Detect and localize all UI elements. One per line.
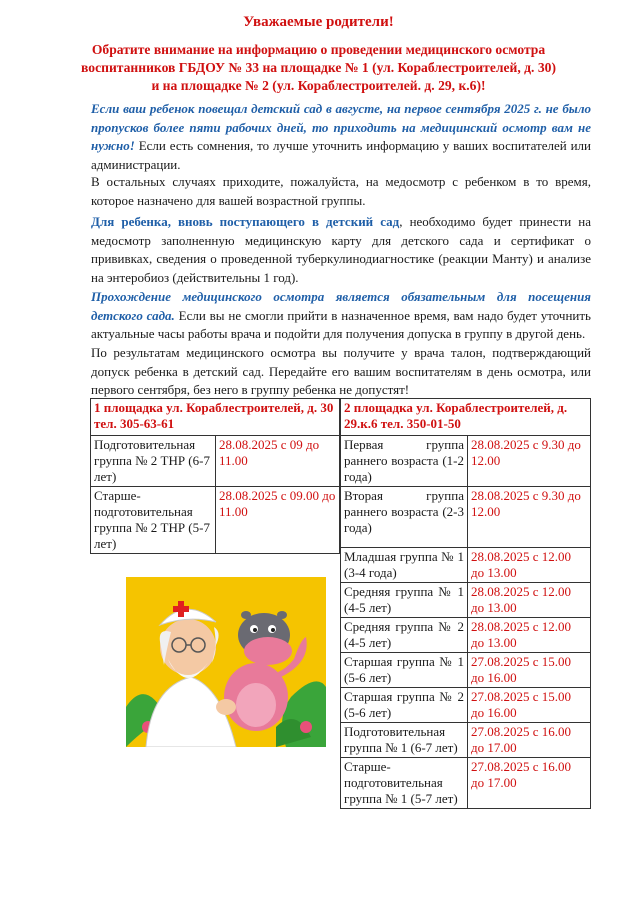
subtitle-line: Обратите внимание на информацию о проведении медицинского осмотра [91,42,546,57]
paragraph-new-child [91,213,591,287]
table-row [341,723,591,758]
time-cell: 27.08.2025 с 15.00 до 16.00 [468,688,591,723]
subtitle-line: и на площадке № 2 (ул. Кораблестроителей. д. 29, к.6)! [151,78,486,93]
time-cell: 28.08.2025 с 09.00 до 11.00 [216,487,340,554]
time-cell: 28.08.2025 с 9.30 до 12.00 [468,487,591,548]
group-cell: Старше-подготовительная группа № 1 (5-7 лет) [341,758,468,809]
notice-subtitle [60,41,577,95]
site2-schedule-table [340,398,591,809]
table-row [341,436,591,487]
time-cell: 28.08.2025 с 12.00 до 13.00 [468,583,591,618]
group-cell: Средняя группа № 2 (4-5 лет) [341,618,468,653]
table-row [341,618,591,653]
table-row [341,548,591,583]
time-cell: 28.08.2025 с 9.30 до 12.00 [468,436,591,487]
group-cell: Вторая группа раннего возраста (2-3 года) [341,487,468,548]
time-cell: 28.08.2025 с 12.00 до 13.00 [468,548,591,583]
table-row [341,487,591,548]
paragraph-text: Если есть сомнения, то лучше уточнить информацию у ваших воспитателей или администрации. [91,138,591,172]
table-row [341,758,591,809]
paragraph-other-cases: В остальных случаях приходите, пожалуйста, на медосмотр с ребенком в то время, которое назначено для вашей возрастной группы. [91,174,591,208]
group-cell: Старшая группа № 2 (5-6 лет) [341,688,468,723]
table-row [91,487,340,554]
table-row [91,436,340,487]
emphasis-text: Для ребенка, вновь поступающего в детский сад [91,214,400,229]
group-cell: Младшая группа № 1 (3-4 года) [341,548,468,583]
group-cell: Первая группа раннего возраста (1-2 года) [341,436,468,487]
paragraph-text: , необходимо будет принести на медосмотр заполненную медицинскую карту для детского сада и сертификат о прививках, сведения о проведенной туберкулинодиагностике (реакции Манту) и анализе на энтеробиоз (действительны 1 год). [91,214,591,285]
site1-schedule-table [90,398,340,554]
emphasis-text: Прохождение медицинского осмотра является обязательным для посещения детского сада. [91,289,591,323]
time-cell: 27.08.2025 с 16.00 до 17.00 [468,758,591,809]
group-cell: Старше-подготовительная группа № 2 ТНР (5-7 лет) [91,487,216,554]
table-header-row [341,399,591,436]
table-header-row [91,399,340,436]
paragraph-mandatory [91,288,591,344]
emphasis-text: Если ваш ребенок повещал детский сад в августе, на первое сентября 2025 г. не было пропусков более пяти рабочих дней, то приходить на медицинский осмотр вам не нужно! [91,101,591,153]
subtitle-line: воспитанников ГБДОУ № 33 на площадке № 1 (ул. Кораблестроителей, д. 30) [81,60,556,75]
time-cell: 27.08.2025 с 16.00 до 17.00 [468,723,591,758]
doctor-with-hippo-illustration [126,577,326,747]
time-cell: 28.08.2025 с 12.00 до 13.00 [468,618,591,653]
page-title: Уважаемые родители! [243,14,394,30]
paragraph-no-need [91,100,591,174]
group-cell: Средняя группа № 1 (4-5 лет) [341,583,468,618]
site2-header: 2 площадка ул. Кораблестроителей, д. 29.к.6 тел. 350-01-50 [341,399,591,436]
table-row [341,688,591,723]
group-cell: Старшая группа № 1 (5-6 лет) [341,653,468,688]
time-cell: 28.08.2025 с 09 до 11.00 [216,436,340,487]
group-cell: Подготовительная группа № 1 (6-7 лет) [341,723,468,758]
group-cell: Подготовительная группа № 2 ТНР (6-7 лет) [91,436,216,487]
site1-header: 1 площадка ул. Кораблестроителей, д. 30 тел. 305-63-61 [91,399,340,436]
paragraph-results: По результатам медицинского осмотра вы получите у врача талон, подтверждающий допуск ребенка в детский сад. Передайте его вашим воспитателям в день осмотра, или первого сентября, без него в группу ребенка не допустят! [91,345,591,397]
time-cell: 27.08.2025 с 15.00 до 16.00 [468,653,591,688]
table-row [341,583,591,618]
table-row [341,653,591,688]
paragraph-text: Если вы не смогли прийти в назначенное время, вам надо будет уточнить актуальные часы работы врача и подойти для получения допуска в группу в другой день. [91,307,591,341]
